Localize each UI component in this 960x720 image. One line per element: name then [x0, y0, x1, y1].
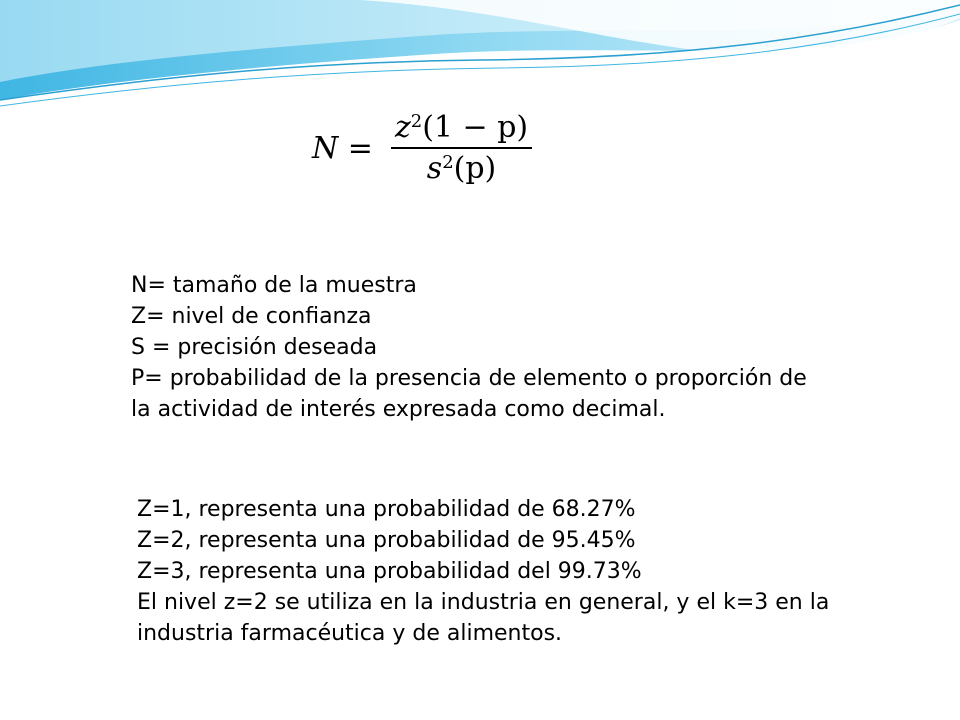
definition-line: N= tamaño de la muestra: [131, 273, 417, 298]
numerator-z: z: [394, 110, 411, 145]
probability-line: Z=2, representa una probabilidad de 95.45%: [137, 528, 636, 553]
probability-line: industria farmacéutica y de alimentos.: [137, 621, 563, 646]
sample-size-formula: [312, 108, 532, 188]
probability-line: El nivel z=2 se utiliza en la industria en general, y el k=3 en la: [137, 590, 830, 615]
variable-definitions: [131, 270, 891, 425]
denominator-exponent: 2: [442, 152, 454, 173]
numerator-rest: (1 − p): [422, 110, 529, 145]
header-wave-decoration: [0, 0, 960, 120]
definition-line: P= probabilidad de la presencia de elemento o proporción de: [131, 366, 807, 391]
formula-numerator: [391, 110, 532, 147]
definition-line: S = precisión deseada: [131, 335, 378, 360]
confidence-levels: [137, 494, 927, 649]
numerator-exponent: 2: [410, 111, 423, 132]
definition-line: Z= nivel de confianza: [131, 304, 372, 329]
formula-denominator: [427, 149, 496, 186]
probability-line: Z=3, representa una probabilidad del 99.73%: [137, 559, 642, 584]
probability-line: Z=1, representa una probabilidad de 68.27%: [137, 497, 636, 522]
formula-fraction: [391, 110, 532, 186]
denominator-s: s: [426, 151, 443, 186]
formula-lhs: N =: [312, 130, 373, 166]
denominator-rest: (p): [453, 151, 497, 186]
definition-line: la actividad de interés expresada como decimal.: [131, 397, 666, 422]
